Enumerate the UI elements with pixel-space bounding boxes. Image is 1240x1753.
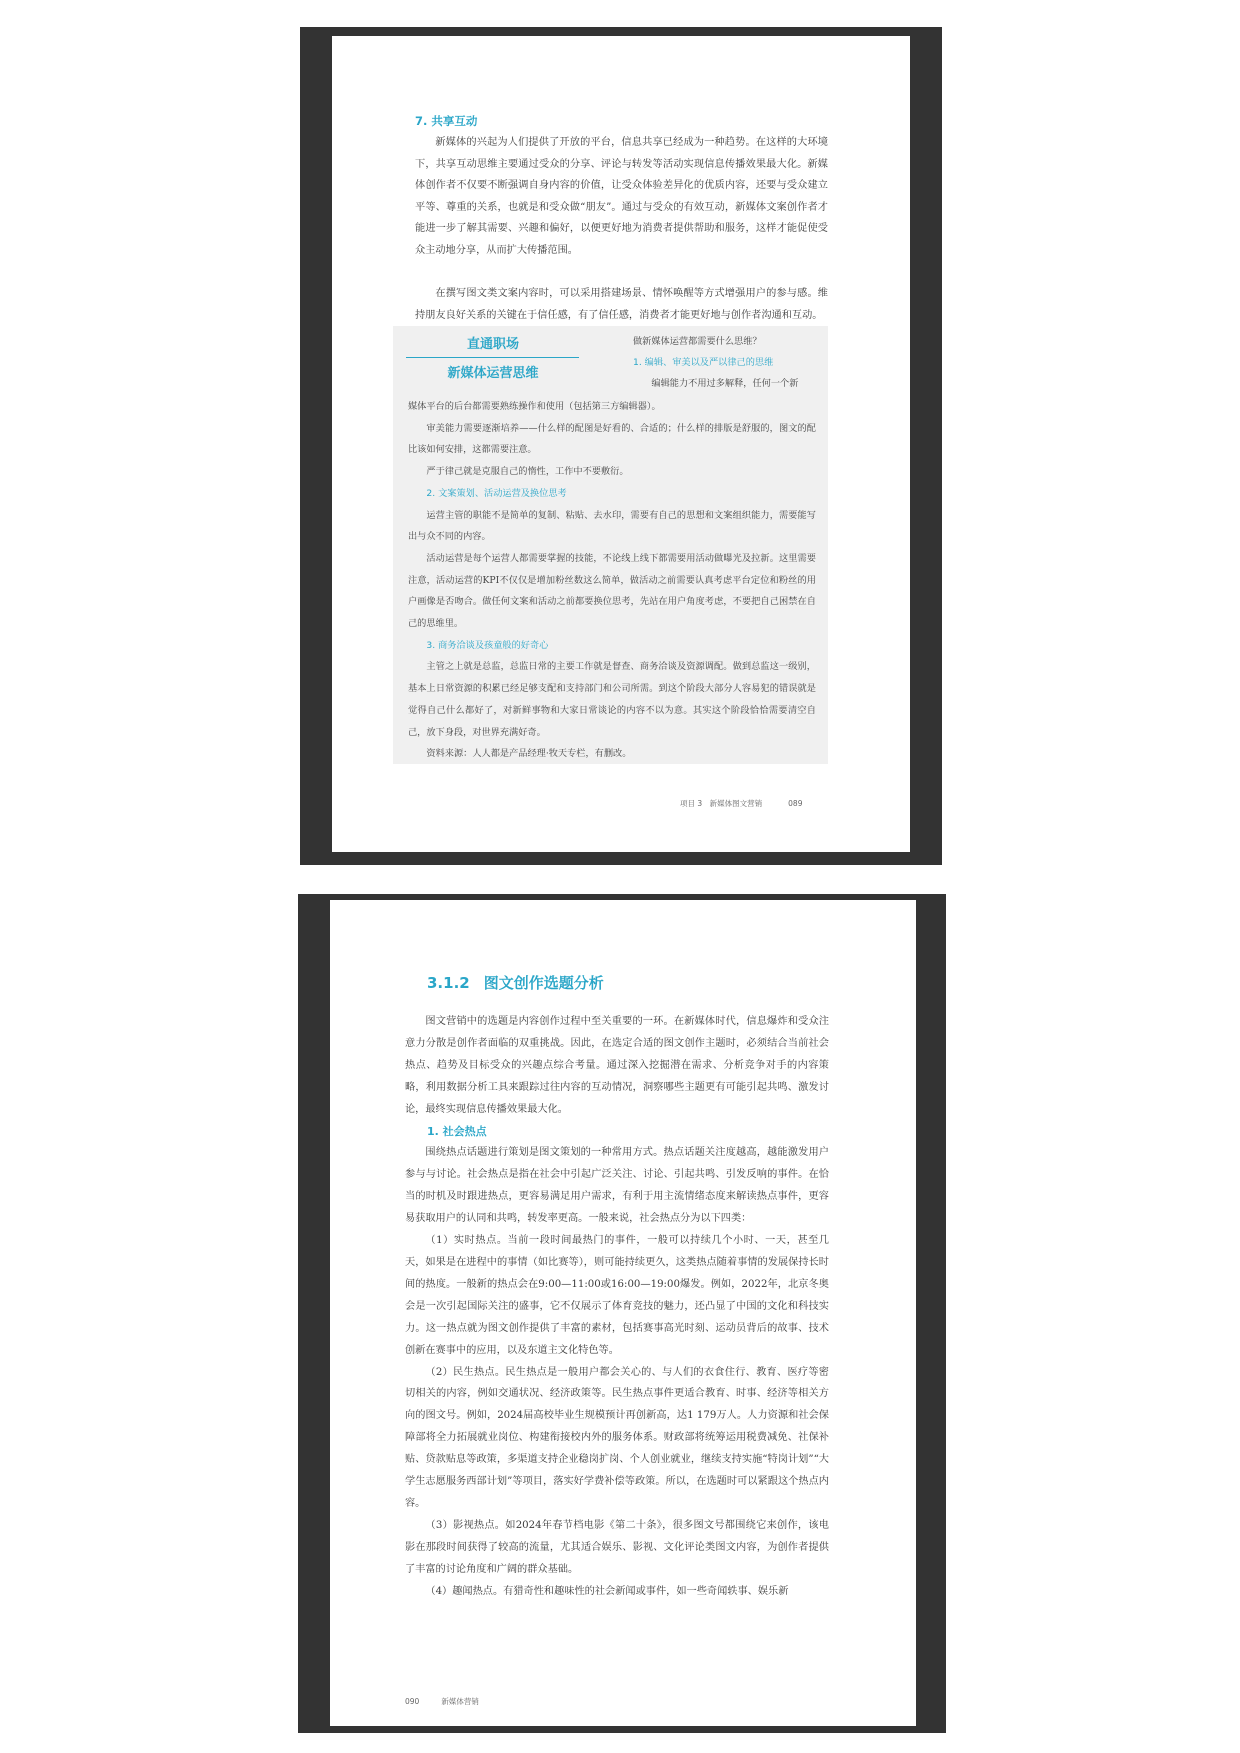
page-footer [405,1696,479,1707]
sidebar-box-career [393,326,828,764]
body-paragraph: 在撰写图文类文案内容时，可以采用搭建场景、情怀唤醒等方式增强用户的参与感。维持朋友良好关系的关键在于信任感，有了信任感，消费者才能更好地与创作者沟通和互动。 [415,288,828,321]
body-text [405,1011,829,1602]
page-number: 089 [788,799,803,808]
box-text: 活动运营是每个运营人都需要掌握的技能，不论线上线下都需要用活动做曝光及拉新。这里需要注意，活动运营的KPI不仅仅是增加粉丝数这么简单，做活动之前需要认真考虑平台定位和粉丝的用户画像是否吻合。做任何文案和活动之前都要换位思考，先站在用户角度考虑，不要把自己困禁在自己的思维里。 [408,552,816,630]
title-divider [406,357,579,358]
box-text: 严于律己就是克服自己的惰性，工作中不要敷衍。 [426,466,629,478]
footer-book-title: 新媒体营销 [441,1697,479,1706]
page-number: 090 [405,1697,420,1706]
subheading: 1. 社会热点 [427,1124,487,1138]
body-paragraph: （2）民生热点。民生热点是一般用户都会关心的、与人们的衣食住行、教育、医疗等密切相关的内容，例如交通状况、经济政策等。民生热点事件更适合教育、时事、经济等相关方向的图文号。例如，2024届高校毕业生规模预计再创新高，达1 179万人。人力资源和社会保障部将全力拓展就业岗位、构建衔接校内外的服务体系。财政部将统筹运用税费减免、社保补贴、贷款贴息等政策，多渠道支持企业稳岗扩岗、个人创业就业，继续支持实施“特岗计划”“大学生志愿服务西部计划”等项目，落实好学费补偿等政策。所以，在选题时可以紧跟这个热点内容。 [405,1366,829,1509]
body-paragraph: 图文营销中的选题是内容创作过程中至关重要的一环。在新媒体时代，信息爆炸和受众注意力分散是创作者面临的双重挑战。因此，在选定合适的图文创作主题时，必须结合当前社会热点、趋势及目标受众的兴趣点综合考量。通过深入挖掘潜在需求、分析竞争对手的内容策略，利用数据分析工具来跟踪过往内容的互动情况，洞察哪些主题更有可能引起共鸣、激发讨论，最终实现信息传播效果最大化。 [405,1016,829,1115]
body-paragraph: 新媒体的兴起为人们提供了开放的平台，信息共享已经成为一种趋势。在这样的大环境下，共享互动思维主要通过受众的分享、评论与转发等活动实现信息传播效果最大化。新媒体创作者不仅要不断强调自身内容的价值，让受众体验差异化的优质内容，还要与受众建立平等、尊重的关系，也就是和受众做“朋友”。通过与受众的有效互动，新媒体文案创作者才能进一步了解其需要、兴趣和偏好，以便更好地为消费者提供帮助和服务，这样才能促使受众主动地分享，从而扩大传播范围。 [415,137,828,256]
body-paragraph: 围绕热点话题进行策划是图文策划的一种常用方式。热点话题关注度越高，越能激发用户参与与讨论。社会热点是指在社会中引起广泛关注、讨论、引起共鸣、引发反响的事件。在恰当的时机及时跟进热点，更容易满足用户需求，有利于用主流情绪态度来解读热点事件，更容易获取用户的认同和共鸣，转发率更高。一般来说，社会热点分为以下四类： [405,1147,829,1225]
box-title: 直通职场 [466,337,519,352]
box-subtitle: 新媒体运营思维 [447,366,539,381]
footer-project: 项目 3 新媒体图文营销 [680,799,763,808]
box-subheading: 3. 商务洽谈及孩童般的好奇心 [426,639,549,651]
box-body [408,396,816,765]
box-subheading: 2. 文案策划、活动运营及换位思考 [426,487,567,499]
body-paragraph: （1）实时热点。当前一段时间最热门的事件，一般可以持续几个小时、一天，甚至几天，如果是在进程中的事情（如比赛等），则可能持续更久，这类热点随着事情的发展保持长时间的热度。一般新的热点会在9:00—11:00或16:00—19:00爆发。例如，2022年，北京冬奥会是一次引起国际关注的盛事，它不仅展示了体育竞技的魅力，还凸显了中国的文化和科技实力。这一热点就为图文创作提供了丰富的素材，包括赛事高光时刻、运动员背后的故事、技术创新在赛事中的应用，以及东道主文化特色等。 [405,1235,829,1356]
heading-number: 3.1.2 [427,974,470,992]
scan-frame-page-090 [298,894,946,1733]
box-subheading: 1. 编辑、审美以及严以律己的思维 [633,357,774,368]
box-source: 资料来源：人人都是产品经理·牧天专栏，有删改。 [426,748,632,760]
scan-frame-page-089 [300,27,942,865]
box-text: 审美能力需要逐渐培养——什么样的配图是好看的、合适的；什么样的排版是舒服的，图文的配比该如何安排，这都需要注意。 [408,422,816,456]
page-footer [680,798,802,809]
box-text: 编辑能力不用过多解释，任何一个新 [651,378,799,389]
section-heading [427,972,604,993]
body-paragraph: （4）趣闻热点。有猎奇性和趣味性的社会新闻或事件，如一些奇闻轶事、娱乐新 [425,1585,789,1597]
box-text: 媒体平台的后台都需要熟练操作和使用（包括第三方编辑器）。 [408,401,661,412]
box-text: 主管之上就是总监，总监日常的主要工作就是督查、商务洽谈及资源调配。做到总监这一级别，基本上日常资源的积累已经足够支配和支持部门和公司所需。到这个阶段大部分人容易犯的错误就是觉得自己什么都好了，对新鲜事物和大家日常谈论的内容不以为意。其实这个阶段恰恰需要清空自己，放下身段，对世界充满好奇。 [408,661,816,738]
box-text: 运营主管的职能不是简单的复制、粘贴、去水印，需要有自己的思想和文案组织能力，需要能写出与众不同的内容。 [408,509,816,543]
body-paragraph: （3）影视热点。如2024年春节档电影《第二十条》，很多图文号都围绕它来创作，该电影在那段时间获得了较高的流量，尤其适合娱乐、影视、文化评论类图文内容，为创作者提供了丰富的讨论角度和广阔的群众基础。 [405,1519,829,1575]
section-heading: 7. 共享互动 [415,114,478,128]
book-page-090 [330,900,916,1726]
book-page-089 [332,36,910,852]
box-question: 做新媒体运营都需要什么思维？ [633,336,762,347]
heading-title: 图文创作选题分析 [483,974,604,992]
